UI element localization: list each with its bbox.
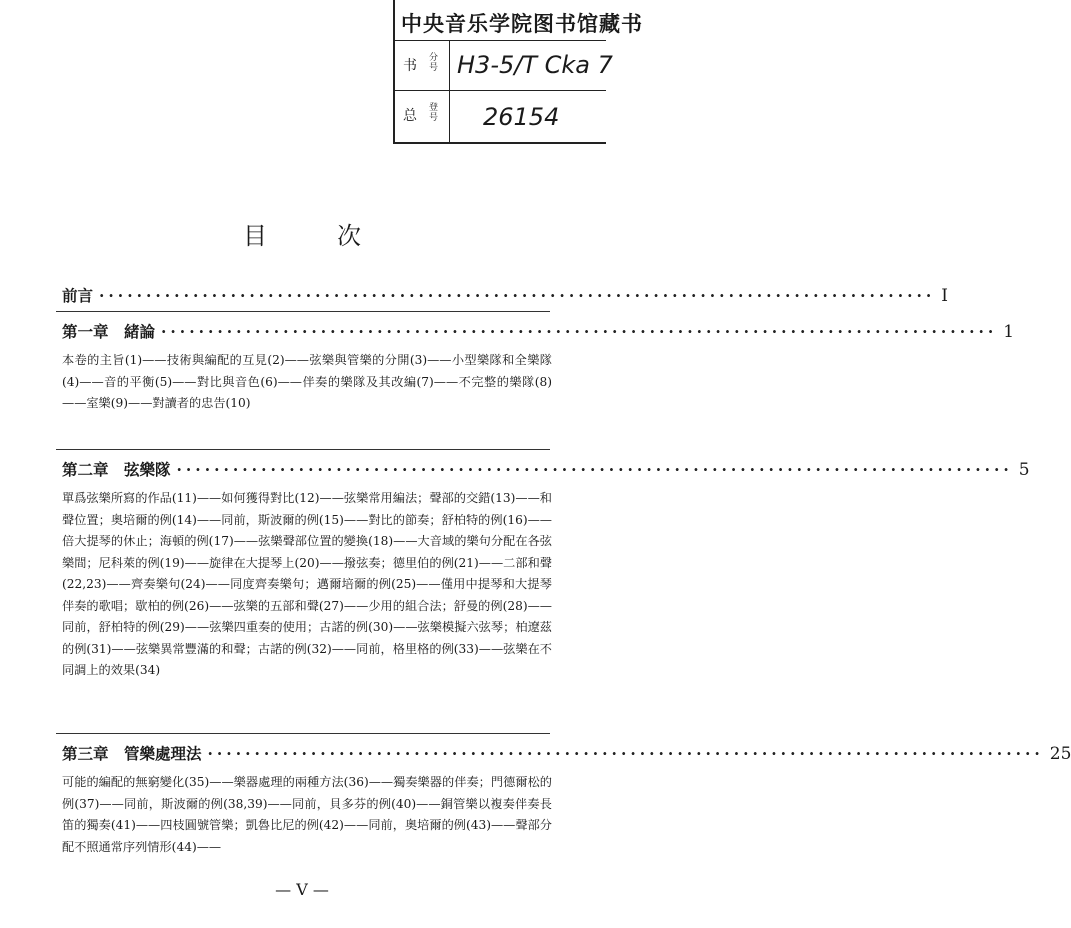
divider [56,311,550,312]
stamp-row-call-number [395,40,613,91]
stamp-row2-sub: 登号 [429,103,439,123]
toc-entry-label: 第一章 緒論 [62,322,156,341]
chapter-3-summary: 可能的編配的無窮變化(35)——樂器處理的兩種方法(36)——獨奏樂器的伴奏；門德爾松的例(37)——同前，斯波爾的例(38,39)——同前，貝多芬的例(40)——銅管樂以複奏伴奏長笛的獨奏(41)——四枝圓號管樂；凱魯比尼的例(42)——同前，奥培爾的例(43)——聲部分配不照通常序列情形(44)—— [62,775,552,854]
leader-dots [208,744,1044,763]
library-stamp [393,0,643,144]
page-number: — V — [275,880,329,899]
toc-entry-page: I [941,286,948,306]
stamp-row2-label: 总 [403,108,417,124]
leader-dots [161,322,997,341]
toc-title: 目次 [243,222,431,250]
leader-dots [99,286,935,305]
stamp-call-number: H3-5/T Cka 7 [457,51,613,79]
chapter-1-summary: 本卷的主旨(1)——技術與編配的互見(2)——弦樂與管樂的分開(3)——小型樂隊和全樂隊(4)——音的平衡(5)——對比與音色(6)——伴奏的樂隊及其改編(7)——不完整的樂隊(8)——室樂(9)——對讀者的忠告(10) [62,353,552,410]
toc-entry-chapter-2[interactable] [62,458,1030,480]
toc-entry-chapter-1[interactable] [62,320,1015,342]
toc-entry-page: 1 [1003,322,1015,342]
stamp-library-name: 中央音乐学院图书馆藏书 [401,12,643,36]
toc-entry-page: 25 [1049,744,1071,764]
toc-entry-label: 第二章 弦樂隊 [62,460,171,479]
stamp-divider [449,40,450,142]
toc-entry-preface[interactable] [62,284,948,306]
chapter-2-summary: 單爲弦樂所寫的作品(11)——如何獲得對比(12)——弦樂常用編法；聲部的交錯(13)——和聲位置；奥培爾的例(14)——同前，斯波爾的例(15)——對比的節奏；舒柏特的例(16)——倍大提琴的休止；海頓的例(17)——弦樂聲部位置的變換(18)——大音域的樂句分配在各弦樂間；尼科萊的例(19)——旋律在大提琴上(20)——撥弦奏；德里伯的例(21)——二部和聲(22,23)——齊奏樂句(24)——同度齊奏樂句；邁爾培爾的例(25)——僅用中提琴和大提琴伴奏的歌唱；歇柏的例(26)——弦樂的五部和聲(27)——少用的組合法；舒曼的例(28)——同前，舒柏特的例(29)——弦樂四重奏的使用；古諾的例(30)——弦樂模擬六弦琴；柏遼茲的例(31)——弦樂異常豐滿的和聲；古諾的例(32)——同前，格里格的例(33)——弦樂在不同調上的效果(34) [62,491,552,677]
divider [56,733,550,734]
toc-entry-page: 5 [1018,460,1030,480]
toc-entry-label: 前言 [62,286,94,305]
stamp-row1-sub: 分号 [429,53,439,73]
toc-entry-chapter-3[interactable] [62,742,1071,764]
leader-dots [177,460,1013,479]
stamp-accession-number: 26154 [483,103,560,131]
stamp-row-accession [395,90,606,141]
toc-entry-label: 第三章 管樂處理法 [62,744,202,763]
divider [56,449,550,450]
stamp-row1-label: 书 [403,58,417,74]
